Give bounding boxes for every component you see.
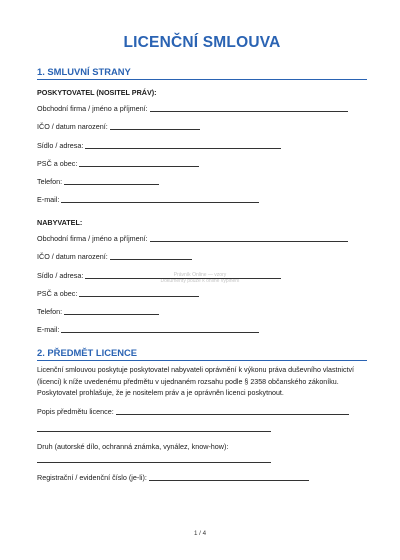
licence-subject-input-line[interactable] — [116, 414, 349, 415]
field-label: Telefon: — [37, 177, 63, 186]
field-label: Obchodní firma / jméno a příjmení: — [37, 234, 148, 243]
field-label: IČO / datum narození: — [37, 252, 108, 261]
field-label: PSČ a obec: — [37, 289, 78, 298]
licensor-phone-input-line[interactable] — [64, 184, 159, 185]
registration-number-input-line[interactable] — [149, 480, 309, 481]
licence-description-paragraph: Licenční smlouvou poskytuje poskytovatel nabyvateli oprávnění k výkonu práva duševního vlastnictví (licenci) k níže uvedenému předmětu v ujednaném rozsahu podle § 2358 občanského zákoníku. Poskytovatel prohlašuje, že je nositelem práv a je oprávněn licenci poskytnout. — [37, 366, 355, 397]
licensee-email-field[interactable] — [37, 324, 259, 334]
licensee-address-input-line[interactable] — [85, 278, 281, 279]
document-title: LICENČNÍ SMLOUVA — [123, 34, 281, 51]
field-label: E-mail: — [37, 195, 60, 204]
licensor-address-field[interactable] — [37, 140, 281, 150]
field-label: E-mail: — [37, 325, 60, 334]
licensor-id-field[interactable] — [37, 121, 200, 131]
licensor-postcode-input-line[interactable] — [79, 166, 199, 167]
licensee-label: NABYVATEL: — [37, 218, 83, 227]
licensee-phone-input-line[interactable] — [64, 314, 159, 315]
licence-type-input-line[interactable] — [37, 462, 271, 463]
field-label: Druh (autorské dílo, ochranná známka, vynález, know-how): — [37, 442, 229, 451]
field-label: Sídlo / adresa: — [37, 271, 84, 280]
section-1-divider — [37, 79, 367, 80]
field-label: Registrační / evidenční číslo (je-li): — [37, 473, 147, 482]
licensor-email-field[interactable] — [37, 194, 259, 204]
watermark-line-2: Dokumenty pouze k online vyplnění — [160, 278, 240, 284]
licensee-id-field[interactable] — [37, 251, 192, 261]
licence-type-field[interactable] — [37, 441, 228, 451]
field-label: Telefon: — [37, 307, 63, 316]
licensee-name-field[interactable] — [37, 233, 348, 243]
section-2-divider — [37, 360, 367, 361]
section-2-heading: 2. PŘEDMĚT LICENCE — [37, 347, 138, 358]
section-1-heading: 1. SMLUVNÍ STRANY — [37, 66, 131, 77]
licensor-email-input-line[interactable] — [61, 202, 259, 203]
field-label: Obchodní firma / jméno a příjmení: — [37, 104, 148, 113]
licensor-phone-field[interactable] — [37, 176, 159, 186]
field-label: PSČ a obec: — [37, 159, 78, 168]
licensee-name-input-line[interactable] — [150, 241, 348, 242]
licensee-id-input-line[interactable] — [110, 259, 192, 260]
licensor-label: POSKYTOVATEL (NOSITEL PRÁV): — [37, 88, 157, 97]
licensee-phone-field[interactable] — [37, 306, 159, 316]
licensor-postcode-field[interactable] — [37, 158, 199, 168]
licensor-name-input-line[interactable] — [150, 111, 348, 112]
page-number: 1 / 4 — [193, 530, 207, 537]
licensee-postcode-field[interactable] — [37, 288, 199, 298]
licence-subject-extra-line[interactable] — [37, 431, 271, 432]
licence-subject-field[interactable] — [37, 406, 349, 416]
licensee-email-input-line[interactable] — [61, 332, 259, 333]
field-label: IČO / datum narození: — [37, 122, 108, 131]
licensor-id-input-line[interactable] — [110, 129, 200, 130]
licensee-postcode-input-line[interactable] — [79, 296, 199, 297]
field-label: Sídlo / adresa: — [37, 141, 84, 150]
registration-number-field[interactable] — [37, 472, 309, 482]
licensor-name-field[interactable] — [37, 103, 348, 113]
watermark-line-1: Právník Online — vzory — [173, 272, 227, 278]
licensor-address-input-line[interactable] — [85, 148, 281, 149]
field-label: Popis předmětu licence: — [37, 407, 114, 416]
licensee-address-field[interactable] — [37, 270, 281, 280]
